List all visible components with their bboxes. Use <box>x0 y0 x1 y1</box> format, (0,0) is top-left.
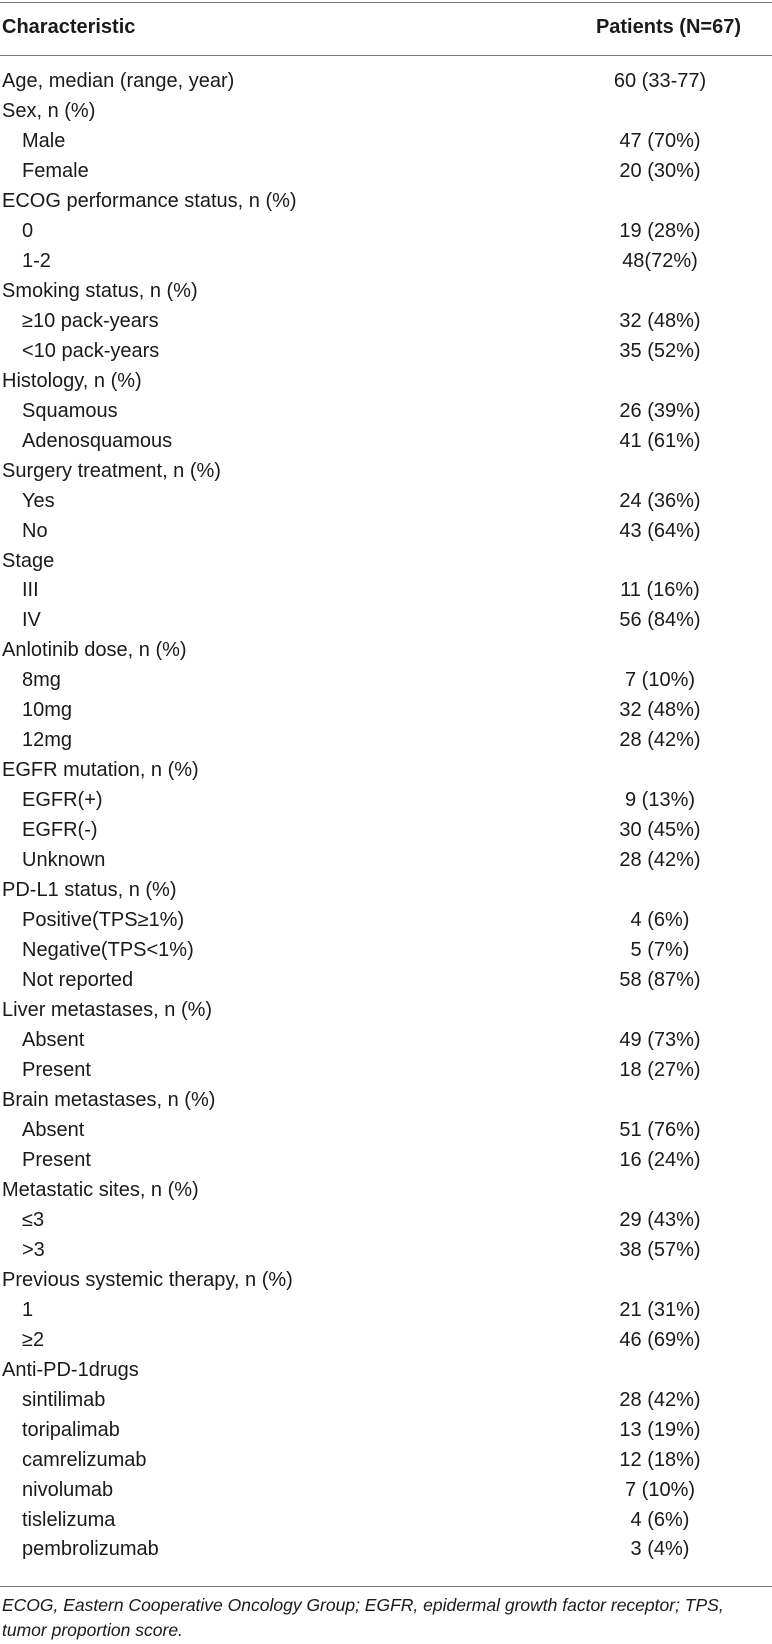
row-label: camrelizumab <box>22 1448 147 1471</box>
row-value: 30 (45%) <box>619 819 701 842</box>
row-label: 12mg <box>22 729 73 752</box>
row-label: Age, median (range, year) <box>2 70 235 92</box>
table-row <box>0 248 772 278</box>
table-footnote: ECOG, Eastern Cooperative Oncology Group; EGFR, epidermal growth factor receptor; TPS, tumor proportion score. <box>2 1595 724 1640</box>
row-value: 43 (64%) <box>619 519 701 542</box>
row-value: 56 (84%) <box>619 609 701 632</box>
table-row <box>0 308 772 338</box>
table-row <box>0 1477 772 1507</box>
row-label: Absent <box>22 1118 85 1141</box>
row-value: 28 (42%) <box>619 1388 701 1411</box>
row-value: 38 (57%) <box>619 1238 701 1261</box>
row-value: 60 (33-77) <box>613 70 707 92</box>
row-value: 51 (76%) <box>619 1118 701 1141</box>
row-value: 18 (27%) <box>619 1058 701 1081</box>
table-group-row <box>0 1267 772 1297</box>
table-row <box>0 218 772 248</box>
table-row <box>0 607 772 637</box>
table-row <box>0 1147 772 1177</box>
row-label: ECOG performance status, n (%) <box>2 189 297 212</box>
table-row <box>0 727 772 757</box>
row-label: No <box>22 519 48 542</box>
table-group-row <box>0 278 772 308</box>
row-label: EGFR(+) <box>22 789 103 812</box>
row-value: 24 (36%) <box>619 489 701 512</box>
row-value: 13 (19%) <box>619 1418 701 1441</box>
row-value: 26 (39%) <box>619 399 701 422</box>
column-header-characteristic: Characteristic <box>2 16 136 38</box>
row-label: Adenosquamous <box>22 429 173 452</box>
row-label: III <box>22 579 39 602</box>
row-label: ≥2 <box>22 1328 45 1351</box>
row-label: Squamous <box>22 399 118 422</box>
table-row <box>0 488 772 518</box>
table-row <box>0 787 772 817</box>
row-value: 9 (13%) <box>624 789 696 812</box>
row-value: 32 (48%) <box>619 699 701 722</box>
table-row <box>0 577 772 607</box>
row-label: Sex, n (%) <box>2 99 96 122</box>
table-group-row <box>0 68 772 98</box>
table-row <box>0 967 772 997</box>
row-label: Positive(TPS≥1%) <box>22 909 185 932</box>
table-row <box>0 937 772 967</box>
row-value: 48(72%) <box>622 249 698 272</box>
row-value: 58 (87%) <box>619 969 701 992</box>
row-label: Anlotinib dose, n (%) <box>2 639 187 662</box>
row-value: 19 (28%) <box>619 219 701 242</box>
table-header <box>0 2 772 55</box>
row-label: Present <box>22 1148 91 1171</box>
table-row <box>0 697 772 727</box>
row-value: 28 (42%) <box>619 849 701 872</box>
row-value: 20 (30%) <box>619 159 701 182</box>
row-label: 1 <box>22 1298 34 1321</box>
table-row <box>0 1536 772 1566</box>
row-label: ≤3 <box>22 1208 45 1231</box>
row-label: Smoking status, n (%) <box>2 279 198 302</box>
row-label: ≥10 pack-years <box>22 309 159 332</box>
row-label: EGFR mutation, n (%) <box>2 759 199 782</box>
table-group-row <box>0 1087 772 1117</box>
row-value: 4 (6%) <box>630 909 690 932</box>
row-label: Metastatic sites, n (%) <box>2 1178 199 1201</box>
row-label: sintilimab <box>22 1388 106 1411</box>
row-value: 41 (61%) <box>619 429 701 452</box>
table-group-row <box>0 548 772 578</box>
table-row <box>0 158 772 188</box>
row-value: 3 (4%) <box>630 1538 690 1561</box>
row-value: 16 (24%) <box>619 1148 701 1171</box>
row-value: 7 (10%) <box>624 669 696 692</box>
row-label: >3 <box>22 1238 45 1261</box>
row-value: 7 (10%) <box>624 1478 696 1501</box>
row-label: Anti-PD-1drugs <box>2 1358 139 1381</box>
table-row <box>0 1417 772 1447</box>
row-label: Unknown <box>22 849 106 872</box>
row-value: 21 (31%) <box>619 1298 701 1321</box>
table-group-row <box>0 637 772 667</box>
row-label: IV <box>22 609 41 632</box>
row-label: Brain metastases, n (%) <box>2 1088 216 1111</box>
table-row <box>0 817 772 847</box>
table-row <box>0 1237 772 1267</box>
row-label: Not reported <box>22 969 134 992</box>
table-row <box>0 1507 772 1537</box>
row-label: Negative(TPS<1%) <box>22 939 194 962</box>
table-row <box>0 128 772 158</box>
table-group-row <box>0 757 772 787</box>
table-group-row <box>0 877 772 907</box>
table-group-row <box>0 458 772 488</box>
table-row <box>0 1207 772 1237</box>
row-label: Absent <box>22 1029 85 1051</box>
bottom-rule <box>0 1586 772 1587</box>
row-value: 28 (42%) <box>619 729 701 752</box>
table-row <box>0 1117 772 1147</box>
row-label: Histology, n (%) <box>2 369 142 392</box>
table-row <box>0 428 772 458</box>
row-label: pembrolizumab <box>22 1538 159 1561</box>
row-label: 8mg <box>22 669 61 692</box>
table-row <box>0 907 772 937</box>
row-value: 12 (18%) <box>619 1448 701 1471</box>
table-row <box>0 667 772 697</box>
table-row <box>0 1327 772 1357</box>
table-row <box>0 1297 772 1327</box>
table-row <box>0 1027 772 1057</box>
row-label: <10 pack-years <box>22 339 160 362</box>
header-rule <box>0 55 772 56</box>
row-label: 10mg <box>22 699 73 722</box>
row-label: nivolumab <box>22 1478 114 1501</box>
row-value: 35 (52%) <box>619 339 701 362</box>
row-value: 5 (7%) <box>630 939 690 962</box>
row-label: tislelizuma <box>22 1508 116 1531</box>
row-label: Male <box>22 129 66 152</box>
table-row <box>0 1057 772 1087</box>
table-row <box>0 1447 772 1477</box>
table-row <box>0 847 772 877</box>
row-value: 32 (48%) <box>619 309 701 332</box>
row-value: 4 (6%) <box>630 1508 690 1531</box>
table-body <box>0 68 772 1566</box>
table-row <box>0 338 772 368</box>
table-row <box>0 398 772 428</box>
row-label: Yes <box>22 489 55 512</box>
row-label: Liver metastases, n (%) <box>2 999 213 1022</box>
table-group-row <box>0 188 772 218</box>
row-value: 29 (43%) <box>619 1208 701 1231</box>
column-header-patients: Patients (N=67) <box>595 16 741 38</box>
row-label: Surgery treatment, n (%) <box>2 459 221 482</box>
row-label: Stage <box>2 549 55 572</box>
row-label: EGFR(-) <box>22 819 98 842</box>
row-value: 46 (69%) <box>619 1328 701 1351</box>
row-label: toripalimab <box>22 1418 120 1441</box>
row-value: 47 (70%) <box>619 129 701 152</box>
table-group-row <box>0 368 772 398</box>
row-label: 1-2 <box>22 249 51 272</box>
table-group-row <box>0 1357 772 1387</box>
row-value: 49 (73%) <box>619 1029 701 1051</box>
row-label: 0 <box>22 219 34 242</box>
row-label: Female <box>22 159 89 182</box>
table-row <box>0 1387 772 1417</box>
row-value: 11 (16%) <box>620 579 700 602</box>
table-row <box>0 518 772 548</box>
table-group-row <box>0 98 772 128</box>
row-label: Present <box>22 1058 91 1081</box>
row-label: Previous systemic therapy, n (%) <box>2 1268 293 1291</box>
table-group-row <box>0 1177 772 1207</box>
row-label: PD-L1 status, n (%) <box>2 879 177 902</box>
table-group-row <box>0 997 772 1027</box>
